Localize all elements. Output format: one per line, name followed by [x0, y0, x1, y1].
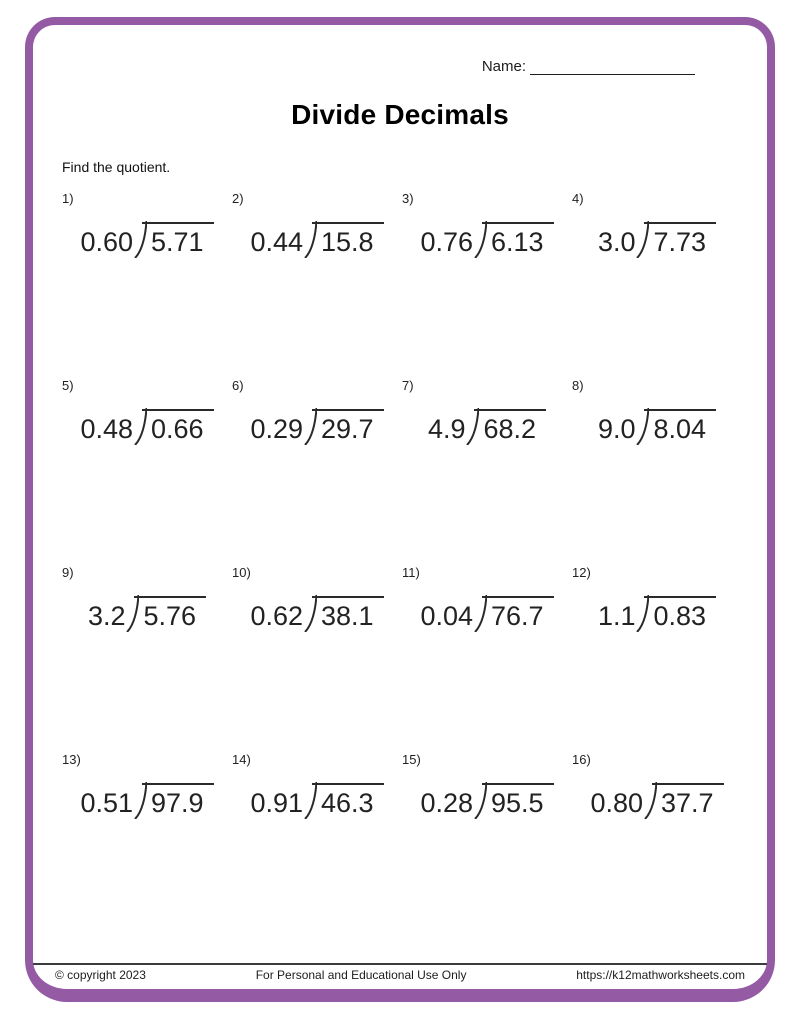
problem-cell-14 [232, 749, 402, 936]
division-expression [572, 408, 742, 445]
problem-cell-2 [232, 188, 402, 375]
problem-cell-13 [62, 749, 232, 936]
dividend: 46.3 [312, 783, 384, 819]
division-expression [232, 221, 402, 258]
dividend: 68.2 [474, 409, 546, 445]
divisor: 0.48 [80, 414, 133, 444]
dividend: 8.04 [644, 409, 716, 445]
problem-cell-7 [402, 375, 572, 562]
problem-cell-10 [232, 562, 402, 749]
page-footer [33, 963, 767, 989]
dividend: 5.76 [134, 596, 206, 632]
division-expression [62, 408, 232, 445]
divisor: 0.60 [80, 227, 133, 257]
division-expression [402, 595, 572, 632]
divisor: 3.0 [597, 227, 636, 257]
problem-number: 13) [62, 752, 81, 767]
dividend: 5.71 [142, 222, 214, 258]
dividend: 37.7 [652, 783, 724, 819]
division-expression [62, 221, 232, 258]
worksheet-page-border [25, 17, 775, 1002]
dividend: 38.1 [312, 596, 384, 632]
problem-number: 14) [232, 752, 251, 767]
dividend: 29.7 [312, 409, 384, 445]
problem-number: 2) [232, 191, 244, 206]
dividend: 15.8 [312, 222, 384, 258]
divisor: 4.9 [427, 414, 466, 444]
problem-number: 3) [402, 191, 414, 206]
instruction-text: Find the quotient. [62, 159, 171, 175]
divisor: 0.91 [250, 788, 303, 818]
divisor: 0.62 [250, 601, 303, 631]
divisor: 0.29 [250, 414, 303, 444]
problem-number: 10) [232, 565, 251, 580]
problem-cell-5 [62, 375, 232, 562]
problem-number: 7) [402, 378, 414, 393]
name-blank-line [530, 59, 695, 75]
page-title: Divide Decimals [291, 99, 509, 130]
divisor: 1.1 [597, 601, 636, 631]
problem-number: 11) [402, 565, 420, 580]
problem-cell-9 [62, 562, 232, 749]
dividend: 0.83 [644, 596, 716, 632]
problem-number: 9) [62, 565, 74, 580]
problem-number: 16) [572, 752, 591, 767]
problem-cell-3 [402, 188, 572, 375]
dividend: 97.9 [142, 783, 214, 819]
division-expression [402, 221, 572, 258]
copyright-text: © copyright 2023 [55, 968, 146, 982]
problem-number: 8) [572, 378, 584, 393]
problem-cell-16 [572, 749, 742, 936]
division-expression [572, 595, 742, 632]
division-expression [232, 782, 402, 819]
problem-cell-12 [572, 562, 742, 749]
divisor: 9.0 [597, 414, 636, 444]
name-label: Name: [481, 58, 526, 75]
problem-number: 5) [62, 378, 74, 393]
division-expression [572, 782, 742, 819]
problem-cell-8 [572, 375, 742, 562]
problem-number: 1) [62, 191, 74, 206]
divisor: 0.44 [250, 227, 303, 257]
divisor: 0.28 [420, 788, 473, 818]
divisor: 0.80 [590, 788, 643, 818]
dividend: 0.66 [142, 409, 214, 445]
usage-text: For Personal and Educational Use Only [255, 968, 467, 982]
divisor: 0.76 [420, 227, 473, 257]
website-url: https://k12mathworksheets.com [576, 968, 745, 982]
dividend: 7.73 [644, 222, 716, 258]
division-expression [572, 221, 742, 258]
problem-cell-6 [232, 375, 402, 562]
problem-cell-4 [572, 188, 742, 375]
problem-number: 15) [402, 752, 421, 767]
division-expression [232, 595, 402, 632]
division-expression [62, 595, 232, 632]
dividend: 95.5 [482, 783, 554, 819]
problem-cell-15 [402, 749, 572, 936]
division-expression [402, 408, 572, 445]
problem-number: 12) [572, 565, 591, 580]
dividend: 6.13 [482, 222, 554, 258]
division-expression [232, 408, 402, 445]
problem-cell-1 [62, 188, 232, 375]
name-row [33, 58, 767, 78]
problems-grid [62, 188, 767, 936]
divisor: 0.04 [420, 601, 473, 631]
problem-number: 6) [232, 378, 244, 393]
divisor: 0.51 [80, 788, 133, 818]
division-expression [62, 782, 232, 819]
division-expression [402, 782, 572, 819]
divisor: 3.2 [87, 601, 126, 631]
problem-cell-11 [402, 562, 572, 749]
dividend: 76.7 [482, 596, 554, 632]
problem-number: 4) [572, 191, 584, 206]
worksheet-content [33, 25, 767, 936]
